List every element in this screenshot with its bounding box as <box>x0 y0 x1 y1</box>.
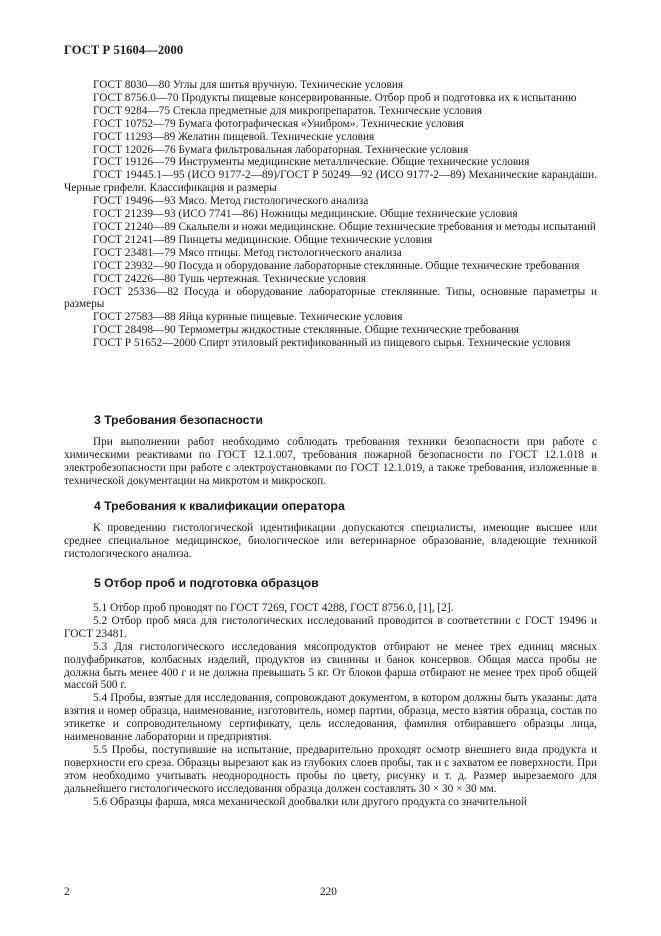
reference-item: ГОСТ 24226—80 Тушь чертежная. Технические условия <box>93 272 366 285</box>
reference-item: ГОСТ 28498—90 Термометры жидкостные стеклянные. Общие технические требования <box>93 324 519 337</box>
reference-item: ГОСТ 23932—90 Посуда и оборудование лабораторные стеклянные. Общие технические требования <box>93 259 580 272</box>
reference-item: ГОСТ 12026—76 Бумага фильтровальная лабораторная. Технические условия <box>93 143 469 156</box>
section-3-text: При выполнении работ необходимо соблюдать требования техники безопасности при работе с химическими реактивами по ГОСТ 12.1.007, требования пожарной безопасности по ГОСТ 12.1.018 и электробезопасности при работе с электроустановками по ГОСТ 12.1.019, а также требования, изложенные в технической документации на микротом и микроскоп. <box>64 436 597 487</box>
reference-item: ГОСТ 19496—93 Мясо. Метод гистологического анализа <box>93 195 369 208</box>
reference-item: ГОСТ 19445.1—95 (ИСО 9177-2—89)/ГОСТ Р 50249—92 (ИСО 9177-2—89) Механические карандаши. Черные грифели. Классификация и размеры <box>64 169 597 195</box>
reference-item: ГОСТ 19126—79 Инструменты медицинские металлические. Общие технические условия <box>93 156 530 169</box>
document-header: ГОСТ Р 51604—2000 <box>64 43 184 57</box>
reference-item: ГОСТ 23481—79 Мясо птицы. Метод гистологического анализа <box>93 246 402 259</box>
reference-item: ГОСТ 21240—89 Скальпели и ножи медицинские. Общие технические требования и методы испытаний <box>93 220 596 233</box>
section-5-body <box>64 602 597 809</box>
section-4-text: К проведению гистологической идентификации допускаются специалисты, имеющие высшее или среднее специальное медицинское, биологическое или ветеринарное образование, владеющие техникой гистологического анализа. <box>64 522 597 560</box>
section-4-heading: 4 Требования к квалификации оператора <box>94 499 345 513</box>
paragraph-5-6: 5.6 Образцы фарша, мяса механической дообвалки или другого продукта со значительной <box>93 795 527 808</box>
page-number: 220 <box>320 886 337 898</box>
paragraph-5-1: 5.1 Отбор проб проводят по ГОСТ 7269, ГОСТ 4288, ГОСТ 8756.0, [1], [2]. <box>93 602 454 614</box>
paragraph-5-2: 5.2 Отбор проб мяса для гистологических исследований проводится в соответствии с ГОСТ 19496 и ГОСТ 23481. <box>64 614 597 640</box>
paragraph-5-5: 5.5 Пробы, поступившие на испытание, предварительно проходят осмотр внешнего вида продукта и поверхности его среза. Образцы вырезают как из глубоких слоев пробы, так и с захватом ее поверхности. При этом необходимо учитывать неоднородность пробы по цвету, рисунку и т. д. Размер вырезаемого для дальнейшего гистологического исследования образца должен составлять 30 × 30 × 30 мм. <box>64 743 597 795</box>
normative-references-list <box>64 79 597 350</box>
section-3-heading: 3 Требования безопасности <box>94 413 263 427</box>
reference-item: ГОСТ 10752—79 Бумага фотографическая «Унибром». Технические условия <box>93 117 464 130</box>
reference-item: ГОСТ 11293—89 Желатин пищевой. Технические условия <box>93 130 375 143</box>
page-folio: 2 <box>64 886 70 898</box>
paragraph-5-3: 5.3 Для гистологического исследования мясопродуктов отбирают не менее трех единиц мясных полуфабрикатов, колбасных изделий, продуктов из свинины и банок консервов. Общая масса пробы не должна быть менее 400 г и не должна превышать 5 кг. От блоков фарша отбирают не менее трех проб общей массой 500 г. <box>64 640 597 692</box>
reference-item: ГОСТ Р 51652—2000 Спирт этиловый ректификованный из пищевого сырья. Технические условия <box>93 337 571 350</box>
section-5-heading: 5 Отбор проб и подготовка образцов <box>94 576 319 590</box>
reference-item: ГОСТ 9284—75 Стекла предметные для микропрепаратов. Технические условия <box>93 104 482 117</box>
reference-item: ГОСТ 8030—80 Углы для шитья вручную. Технические условия <box>93 79 404 91</box>
paragraph-5-4: 5.4 Пробы, взятые для исследования, сопровождают документом, в котором должны быть указаны: дата взятия и номер образца, наименование, изготовитель, номер партии, образца, место взятия образца, состав по этикетке и сопроводительному сертификату, цель исследования, фамилия отбиравшего образцы лица, наименование лаборатории и предприятия. <box>64 692 597 744</box>
reference-item: ГОСТ 21241—89 Пинцеты медицинские. Общие технические условия <box>93 233 433 246</box>
reference-item: ГОСТ 25336—82 Посуда и оборудование лабораторные стеклянные. Типы, основные параметры и размеры <box>64 285 597 311</box>
reference-item: ГОСТ 21239—93 (ИСО 7741—86) Ножницы медицинские. Общие технические условия <box>93 208 518 221</box>
reference-item: ГОСТ 27583—88 Яйца куриные пищевые. Технические условия <box>93 311 403 324</box>
section-3-body <box>64 436 597 488</box>
section-4-body <box>64 522 597 561</box>
reference-item: ГОСТ 8756.0—70 Продукты пищевые консервированные. Отбор проб и подготовка их к испытанию <box>93 91 577 104</box>
